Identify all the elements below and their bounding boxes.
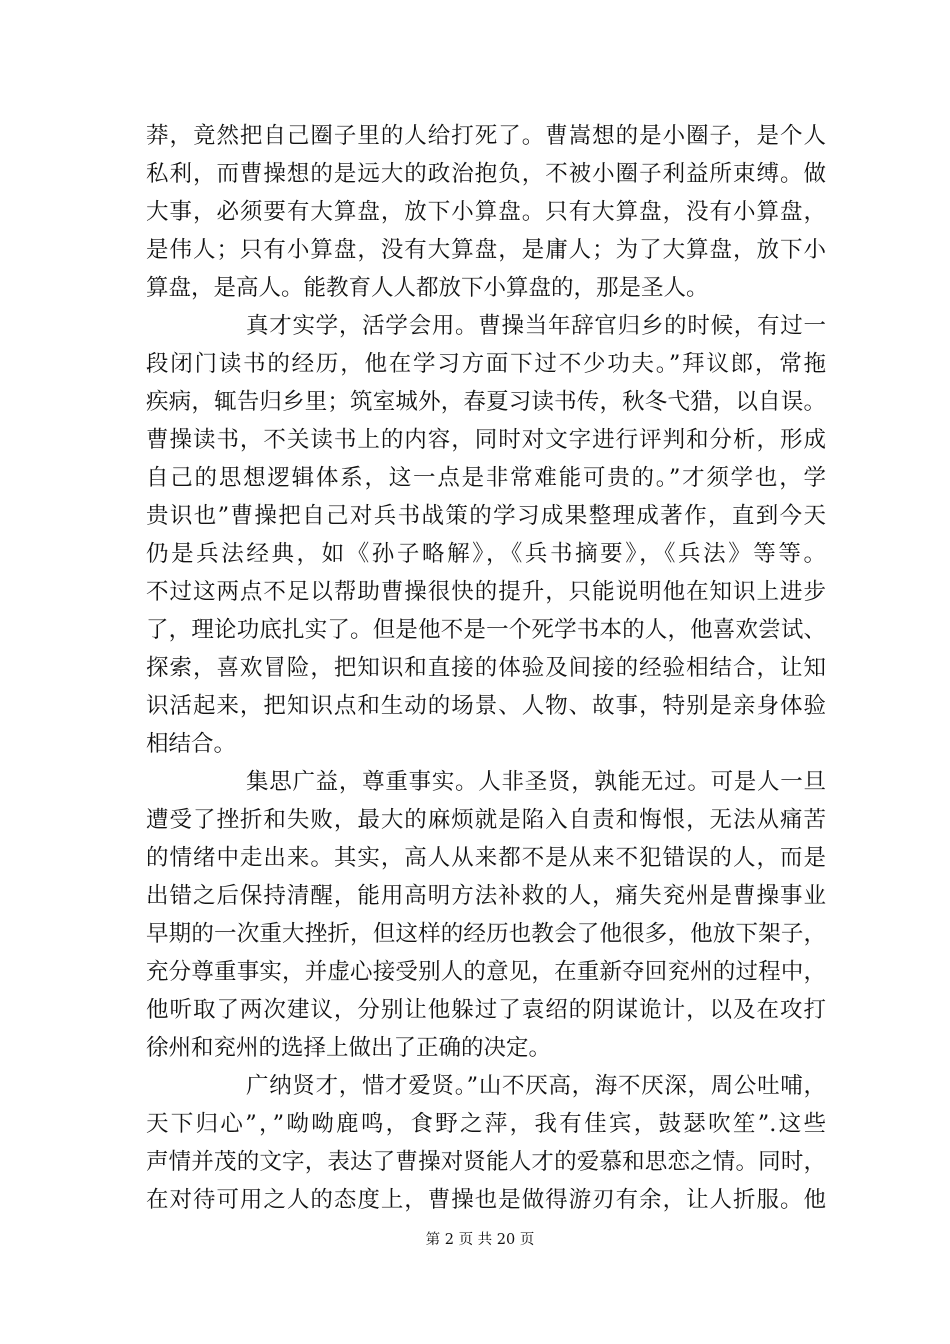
- text-line: 天下归心”，”呦呦鹿鸣，食野之萍，我有佳宾，鼓瑟吹笙”.这些: [146, 1111, 826, 1137]
- text-line: 早期的一次重大挫折，但这样的经历也教会了他很多，他放下架子，: [146, 921, 826, 947]
- text-line: 大事，必须要有大算盘，放下小算盘。只有大算盘，没有小算盘，: [146, 199, 826, 225]
- text-line: 贵识也”曹操把自己对兵书战策的学习成果整理成著作，直到今天: [146, 503, 826, 529]
- text-line: 私利，而曹操想的是远大的政治抱负，不被小圈子利益所束缚。做: [146, 161, 826, 187]
- paragraph-first-line: 广纳贤才，惜才爱贤。”山不厌高，海不厌深，周公吐哺，: [246, 1073, 826, 1099]
- text-line: 他听取了两次建议，分别让他躲过了袁绍的阴谋诡计，以及在攻打: [146, 997, 826, 1023]
- text-line: 不过这两点不足以帮助曹操很快的提升，只能说明他在知识上进步: [146, 579, 826, 605]
- text-line: 仍是兵法经典，如《孙子略解》，《兵书摘要》，《兵法》等等。: [146, 541, 826, 567]
- text-line: 识活起来，把知识点和生动的场景、人物、故事，特别是亲身体验: [146, 693, 826, 719]
- text-line: 段闭门读书的经历，他在学习方面下过不少功夫。”拜议郎，常拖: [146, 351, 826, 377]
- text-line: 是伟人；只有小算盘，没有大算盘，是庸人；为了大算盘，放下小: [146, 237, 826, 263]
- text-line: 算盘，是高人。能教育人人都放下小算盘的，那是圣人。: [146, 275, 709, 301]
- paragraph-first-line: 真才实学，活学会用。曹操当年辞官归乡的时候，有过一: [246, 313, 826, 339]
- text-line: 在对待可用之人的态度上，曹操也是做得游刃有余，让人折服。他: [146, 1187, 826, 1213]
- text-line: 相结合。: [146, 731, 237, 757]
- text-line: 声情并茂的文字，表达了曹操对贤能人才的爱慕和思恋之情。同时，: [146, 1149, 826, 1175]
- text-line: 徐州和兖州的选择上做出了正确的决定。: [146, 1035, 552, 1061]
- text-line: 出错之后保持清醒，能用高明方法补救的人，痛失兖州是曹操事业: [146, 883, 826, 909]
- text-line: 充分尊重事实，并虚心接受别人的意见，在重新夺回兖州的过程中，: [146, 959, 826, 985]
- text-line: 了，理论功底扎实了。但是他不是一个死学书本的人，他喜欢尝试、: [146, 617, 826, 643]
- text-line: 莽，竟然把自己圈子里的人给打死了。曹嵩想的是小圈子，是个人: [146, 123, 826, 149]
- page-number-footer: 第 2 页 共 20 页: [425, 1232, 535, 1248]
- paragraph-first-line: 集思广益，尊重事实。人非圣贤，孰能无过。可是人一旦: [246, 769, 826, 795]
- text-line: 疾病，辄告归乡里；筑室城外，春夏习读书传，秋冬弋猎，以自误。: [146, 389, 826, 415]
- text-line: 的情绪中走出来。其实，高人从来都不是从来不犯错误的人，而是: [146, 845, 826, 871]
- text-line: 曹操读书，不关读书上的内容，同时对文字进行评判和分析，形成: [146, 427, 826, 453]
- text-line: 自己的思想逻辑体系，这一点是非常难能可贵的。”才须学也，学: [146, 465, 826, 491]
- text-line: 遭受了挫折和失败，最大的麻烦就是陷入自责和悔恨，无法从痛苦: [146, 807, 826, 833]
- text-line: 探索，喜欢冒险，把知识和直接的体验及间接的经验相结合，让知: [146, 655, 826, 681]
